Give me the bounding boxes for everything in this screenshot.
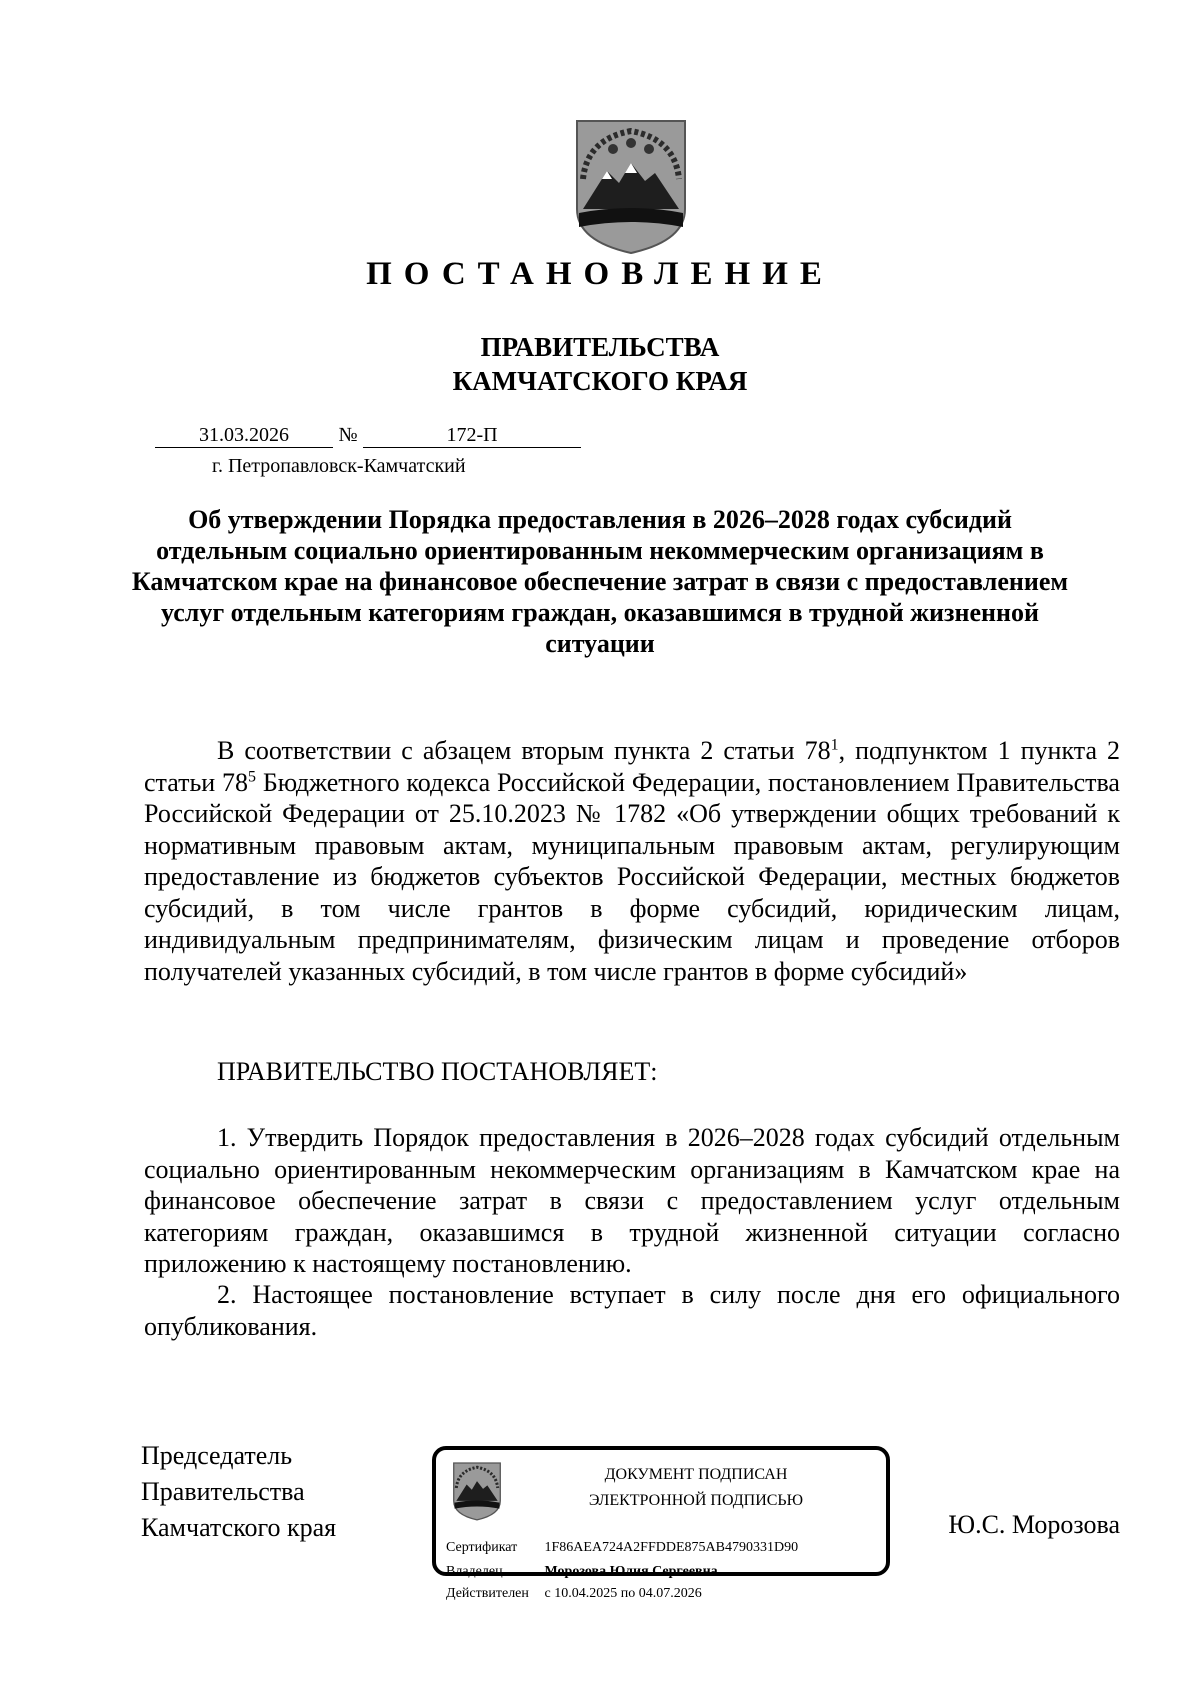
authority-line-2: КАМЧАТСКОГО КРАЯ <box>452 366 748 396</box>
stamp-heading <box>516 1462 876 1514</box>
stamp-emblem-icon <box>452 1458 502 1524</box>
owner-label: Владелец <box>446 1564 503 1579</box>
authority-line-1: ПРАВИТЕЛЬСТВА <box>480 332 720 362</box>
document-number: 172-П <box>363 424 581 448</box>
certificate-label: Сертификат <box>446 1540 518 1555</box>
document-type-heading: ПОСТАНОВЛЕНИЕ <box>366 256 834 292</box>
document-date: 31.03.2026 <box>155 424 333 448</box>
stamp-owner-row <box>446 1564 718 1580</box>
issuing-authority <box>0 330 1200 398</box>
signer-position-line-2: Правительства <box>141 1477 305 1506</box>
validity-label: Действителен <box>446 1586 529 1601</box>
decree-item-2: 2. Настоящее постановление вступает в силу после дня его официального опубликования. <box>144 1280 1120 1341</box>
coat-of-arms-emblem <box>573 117 689 255</box>
signer-position-line-1: Председатель <box>141 1441 293 1470</box>
decree-statement: ПРАВИТЕЛЬСТВО ПОСТАНОВЛЯЕТ: <box>217 1057 658 1086</box>
owner-value: Морозова Юлия Сергеевна <box>544 1564 718 1579</box>
basis-text-1: В соответствии с абзацем вторым пункта 2 статьи 78 <box>217 736 831 765</box>
certificate-value: 1F86AEA724A2FFDDE875AB4790331D90 <box>544 1540 799 1555</box>
stamp-heading-line-2: ЭЛЕКТРОННОЙ ПОДПИСЬЮ <box>588 1492 804 1509</box>
basis-superscript-1: 1 <box>830 736 839 754</box>
stamp-validity-row <box>446 1586 702 1602</box>
city-name: г. Петропавловск-Камчатский <box>212 455 466 477</box>
basis-text-2: , подпунктом 1 пункта 2 статьи 78 <box>144 736 1121 797</box>
number-sign: № <box>338 424 358 446</box>
decree-item-1: 1. Утвердить Порядок предоставления в 2026–2028 годах субсидий отдельным социально ориентированным некоммерческим организациям в Камчатском крае на финансовое обеспечение затрат в связи с предоставлением услуг отдельным категориям граждан, оказавшимся в трудной жизненной ситуации согласно приложению к настоящему постановлению. <box>144 1123 1120 1278</box>
basis-text-3: Бюджетного кодекса Российской Федерации, постановлением Правительства Российской Федерации от 25.10.2023 № 1782 «Об утверждении общих требований к нормативным правовым актам, муниципальным правовым актам, регулирующим предоставление из бюджетов субъектов Российской Федерации, местных бюджетов субсидий, в том числе грантов в форме субсидий, юридическим лицам, индивидуальным предпринимателям, физическим лицам и проведение отборов получателей указанных субсидий, в том числе грантов в форме субсидий» <box>144 767 1120 986</box>
signer-position-line-3: Камчатского края <box>141 1513 337 1542</box>
basis-superscript-2: 5 <box>248 767 257 785</box>
stamp-certificate-row <box>446 1540 798 1556</box>
electronic-signature-stamp <box>432 1446 890 1601</box>
signer-position <box>141 1438 336 1546</box>
stamp-heading-line-1: ДОКУМЕНТ ПОДПИСАН <box>604 1466 788 1483</box>
signer-name: Ю.С. Морозова <box>948 1510 1120 1539</box>
validity-value: с 10.04.2025 по 04.07.2026 <box>544 1586 702 1601</box>
document-title: Об утверждении Порядка предоставления в 2026–2028 годах субсидий отдельным социально ориентированным некоммерческим организациям в Камчатском крае на финансовое обеспечение затрат в связи с предоставлением услуг отдельным категориям граждан, оказавшимся в трудной жизненной ситуации <box>131 505 1069 658</box>
legal-basis-paragraph <box>144 735 1120 987</box>
